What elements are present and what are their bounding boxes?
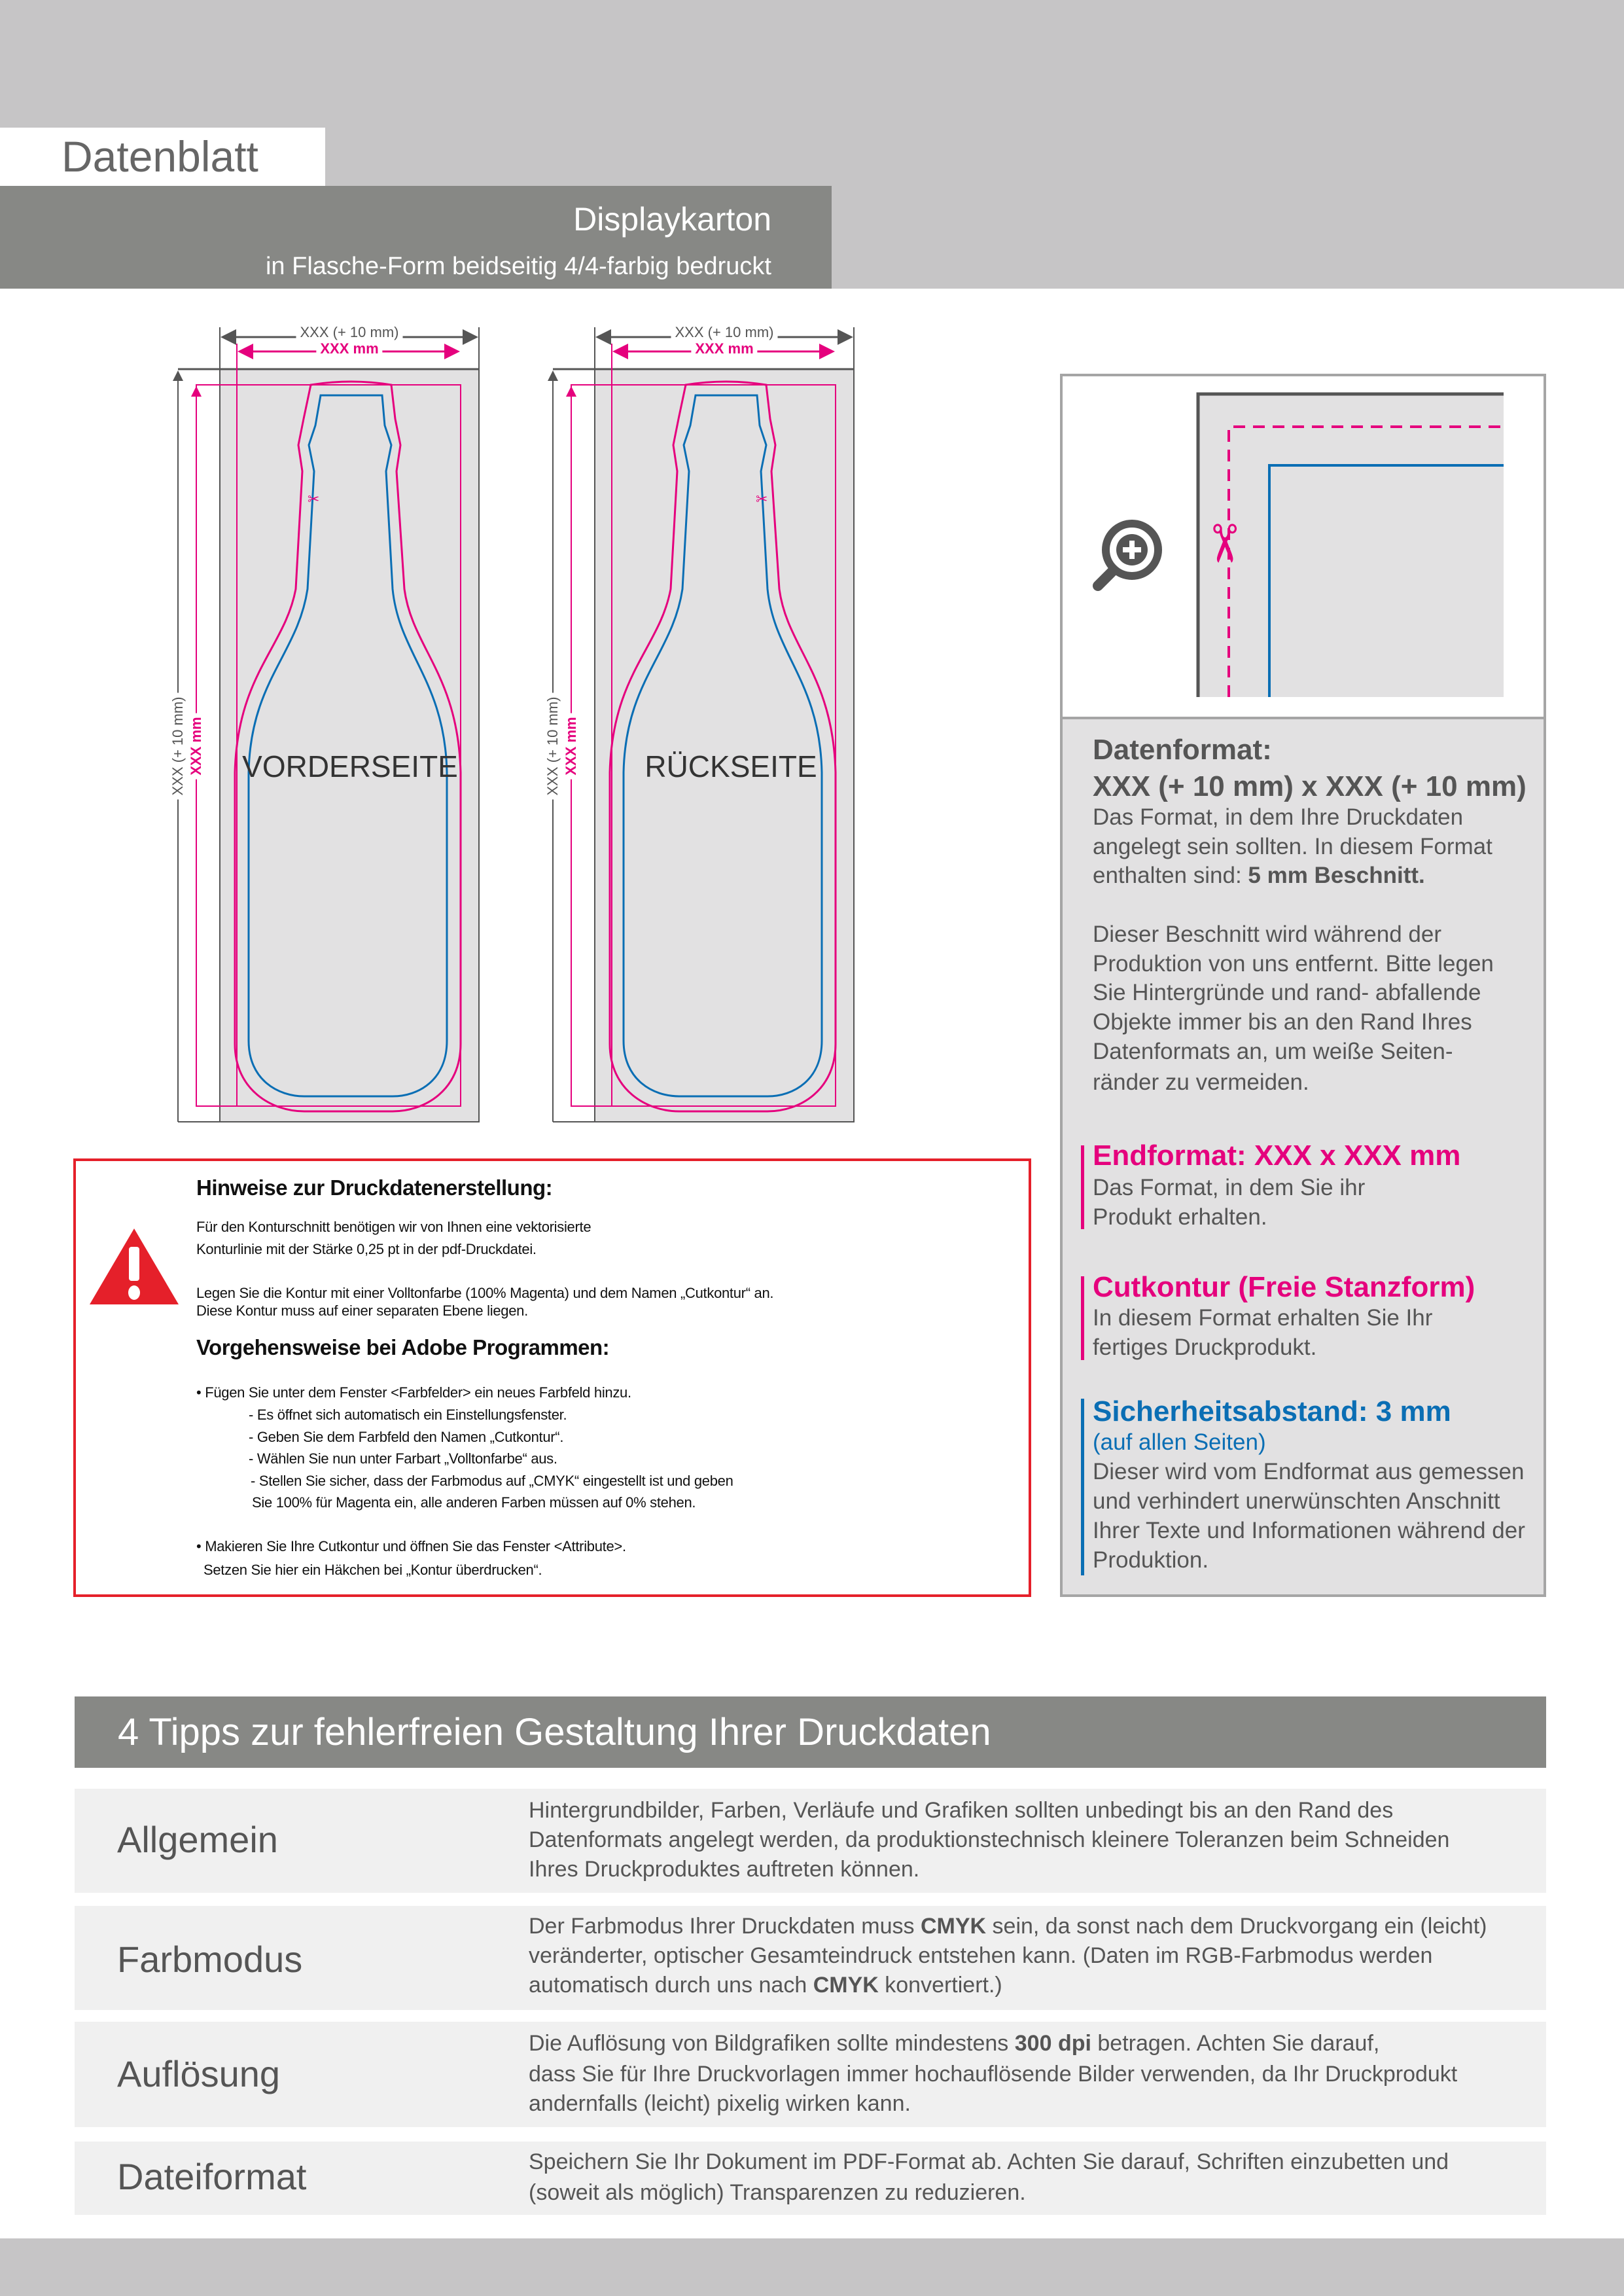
front-outer-height-label: XXX (+ 10 mm) <box>171 693 185 800</box>
tip-text <box>529 1915 1487 1937</box>
panel-text: und verhindert unerwünschten Anschnitt <box>1093 1488 1500 1514</box>
front-inner-width-label: XXX mm <box>316 342 382 356</box>
hint-step: - Es öffnet sich automatisch ein Einstellungsfenster. <box>249 1407 567 1423</box>
tips-title: 4 Tipps zur fehlerfreien Gestaltung Ihrer Druckdaten <box>118 1711 991 1753</box>
hint-text: Legen Sie die Kontur mit einer Volltonfarbe (100% Magenta) und dem Namen „Cutkontur“ an. <box>196 1285 774 1301</box>
front-side-label: VORDERSEITE <box>242 749 458 783</box>
zoom-in-icon <box>1098 524 1158 586</box>
hint-text: Diese Kontur muss auf einer separaten Ebene liegen. <box>196 1302 528 1319</box>
back-outer-width-label: XXX (+ 10 mm) <box>671 325 778 340</box>
tip-label: Dateiformat <box>117 2156 307 2197</box>
front-outer-width-label: XXX (+ 10 mm) <box>296 325 403 340</box>
front-diagram <box>178 327 479 1122</box>
front-inner-height-label: XXX mm <box>189 713 203 779</box>
back-inner-width-label: XXX mm <box>691 342 757 356</box>
tip-text-bold: CMYK <box>920 1914 987 1939</box>
tip-text-part: konvertiert.) <box>878 1973 1002 1998</box>
tip-label: Farbmodus <box>117 1939 303 1980</box>
tip-text-bold: 300 dpi <box>1014 2031 1091 2056</box>
hint-title-2: Vorgehensweise bei Adobe Programmen: <box>196 1335 610 1359</box>
safety-bar <box>1081 1399 1084 1575</box>
hint-title: Hinweise zur Druckdatenerstellung: <box>196 1175 553 1200</box>
panel-text: Objekte immer bis an den Rand Ihres <box>1093 1009 1472 1035</box>
safety-subtitle: (auf allen Seiten) <box>1093 1429 1266 1455</box>
panel-text: Produktion. <box>1093 1547 1209 1573</box>
tip-text <box>529 1974 1002 1996</box>
tip-text-part: sein, da sonst nach dem Druckvorgang ein (leicht) <box>986 1914 1487 1939</box>
back-side-label: RÜCKSEITE <box>644 749 817 783</box>
panel-text: angelegt sein sollten. In diesem Format <box>1093 834 1492 859</box>
panel-text: Ihrer Texte und Informationen während der <box>1093 1518 1525 1543</box>
panel-text <box>1093 864 1425 887</box>
hint-step: Setzen Sie hier ein Häkchen bei „Kontur überdrucken“. <box>203 1562 542 1578</box>
endformat-title: Endformat: XXX x XXX mm <box>1093 1139 1461 1172</box>
hint-step: - Wählen Sie nun unter Farbart „Volltonfarbe“ aus. <box>249 1450 557 1467</box>
corner-detail-illustration <box>1063 376 1544 717</box>
hint-step: • Makieren Sie Ihre Cutkontur und öffnen Sie das Fenster <Attribute>. <box>196 1538 626 1554</box>
tip-label: Allgemein <box>117 1819 278 1860</box>
panel-text: Datenformats an, um weiße Seiten- <box>1093 1039 1453 1064</box>
tip-label: Auflösung <box>117 2053 281 2094</box>
back-outer-height-label: XXX (+ 10 mm) <box>546 693 560 800</box>
tip-text <box>529 2032 1379 2054</box>
tip-text: Speichern Sie Ihr Dokument im PDF-Format ab. Achten Sie darauf, Schriften einzubetten und <box>529 2149 1449 2174</box>
hint-step: • Fügen Sie unter dem Fenster <Farbfelder> ein neues Farbfeld hinzu. <box>196 1384 631 1401</box>
panel-text: Das Format, in dem Ihre Druckdaten <box>1093 804 1464 830</box>
panel-text: Produktion von uns entfernt. Bitte legen <box>1093 951 1494 977</box>
svg-text:✂: ✂ <box>756 491 768 507</box>
tip-text: (soweit als möglich) Transparenzen zu reduzieren. <box>529 2180 1026 2205</box>
panel-text: Dieser wird vom Endformat aus gemessen <box>1093 1459 1525 1484</box>
datenformat-value: XXX (+ 10 mm) x XXX (+ 10 mm) <box>1093 770 1527 802</box>
warning-icon <box>88 1227 180 1306</box>
cutkontur-title: Cutkontur (Freie Stanzform) <box>1093 1271 1475 1303</box>
panel-text: Produkt erhalten. <box>1093 1204 1267 1230</box>
endformat-bar <box>1081 1145 1084 1229</box>
panel-text-part: enthalten sind: <box>1093 863 1248 888</box>
hint-text: Konturlinie mit der Stärke 0,25 pt in der pdf-Druckdatei. <box>196 1241 537 1257</box>
tip-text: andernfalls (leicht) pixelig wirken kann. <box>529 2091 911 2116</box>
tip-text-part: automatisch durch uns nach <box>529 1973 813 1998</box>
tip-text: Datenformats angelegt werden, da produktionstechnisch kleinere Toleranzen beim Schneiden <box>529 1827 1450 1852</box>
hint-text: Für den Konturschnitt benötigen wir von Ihnen eine vektorisierte <box>196 1219 591 1235</box>
panel-text: Dieser Beschnitt wird während der <box>1093 922 1442 947</box>
hint-step: - Stellen Sie sicher, dass der Farbmodus auf „CMYK“ eingestellt ist und geben <box>251 1473 733 1489</box>
hint-step: - Geben Sie dem Farbfeld den Namen „Cutkontur“. <box>249 1429 564 1445</box>
back-diagram <box>553 327 854 1122</box>
bleed-value: 5 mm Beschnitt. <box>1248 863 1425 888</box>
tip-text: dass Sie für Ihre Druckvorlagen immer hochauflösende Bilder verwenden, da Ihr Druckprodukt <box>529 2062 1458 2087</box>
panel-text: fertiges Druckprodukt. <box>1093 1335 1317 1360</box>
tip-text: Ihres Druckproduktes auftreten können. <box>529 1857 920 1882</box>
scissors-icon: ✂ <box>308 491 320 507</box>
tip-text-part: Die Auflösung von Bildgrafiken sollte mindestens <box>529 2031 1015 2056</box>
panel-text: ränder zu vermeiden. <box>1093 1069 1309 1095</box>
panel-text: Sie Hintergründe und rand- abfallende <box>1093 980 1481 1005</box>
footer-band <box>0 2238 1624 2296</box>
format-area <box>220 369 479 1122</box>
safety-title: Sicherheitsabstand: 3 mm <box>1093 1395 1451 1427</box>
scissors-icon: ✂ <box>1195 522 1253 566</box>
back-inner-height-label: XXX mm <box>564 713 578 779</box>
page-title: Datenblatt <box>62 132 258 181</box>
cutkontur-bar <box>1081 1276 1084 1360</box>
tip-text: Hintergrundbilder, Farben, Verläufe und Grafiken sollten unbedingt bis an den Rand des <box>529 1798 1394 1823</box>
hint-step: Sie 100% für Magenta ein, alle anderen Farben müssen auf 0% stehen. <box>252 1494 696 1511</box>
datenformat-title: Datenformat: <box>1093 734 1272 766</box>
product-subtitle: in Flasche-Form beidseitig 4/4-farbig bedruckt <box>265 253 771 280</box>
product-name: Displaykarton <box>573 201 771 238</box>
tip-text-bold: CMYK <box>813 1973 879 1998</box>
tip-text-part: Der Farbmodus Ihrer Druckdaten muss <box>529 1914 921 1939</box>
tip-text: veränderter, optischer Gesamteindruck entstehen kann. (Daten im RGB-Farbmodus werden <box>529 1943 1433 1968</box>
panel-text: Das Format, in dem Sie ihr <box>1093 1175 1366 1200</box>
panel-text: In diesem Format erhalten Sie Ihr <box>1093 1305 1433 1331</box>
tip-text-part: betragen. Achten Sie darauf, <box>1091 2031 1380 2056</box>
